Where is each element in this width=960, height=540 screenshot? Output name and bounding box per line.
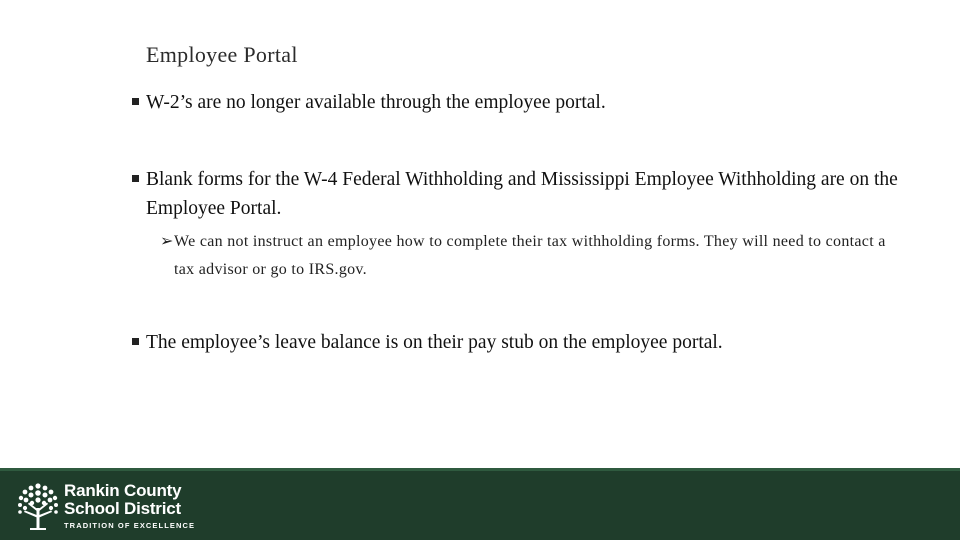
bullet-item [130, 165, 935, 223]
square-bullet-icon [132, 175, 139, 182]
bullet-item [130, 88, 935, 117]
arrow-bullet-icon: ➢ [160, 233, 174, 250]
logo-tagline: TRADITION OF EXCELLENCE [64, 521, 196, 530]
footer-bar [0, 468, 960, 540]
bullet-text: The employee’s leave balance is on their pay stub on the employee portal. [146, 332, 723, 353]
square-bullet-icon [132, 98, 139, 105]
footer-accent-line [0, 468, 960, 471]
tree-icon [16, 482, 60, 532]
logo-line-1: Rankin County [64, 481, 182, 500]
logo-text [64, 482, 195, 530]
square-bullet-icon [132, 338, 139, 345]
district-logo [16, 482, 196, 532]
sub-bullet-item [160, 228, 900, 284]
slide-title: Employee Portal [146, 42, 298, 67]
bullet-text: Blank forms for the W-4 Federal Withholding and Mississippi Employee Withholding are on the Employee Portal. [146, 169, 898, 219]
bullet-text: W-2’s are no longer available through the employee portal. [146, 92, 606, 113]
bullet-item [130, 328, 935, 357]
logo-line-2: School District [64, 499, 181, 518]
sub-bullet-text: We can not instruct an employee how to complete their tax withholding forms. They will need to contact a tax advisor or go to IRS.gov. [174, 233, 886, 278]
